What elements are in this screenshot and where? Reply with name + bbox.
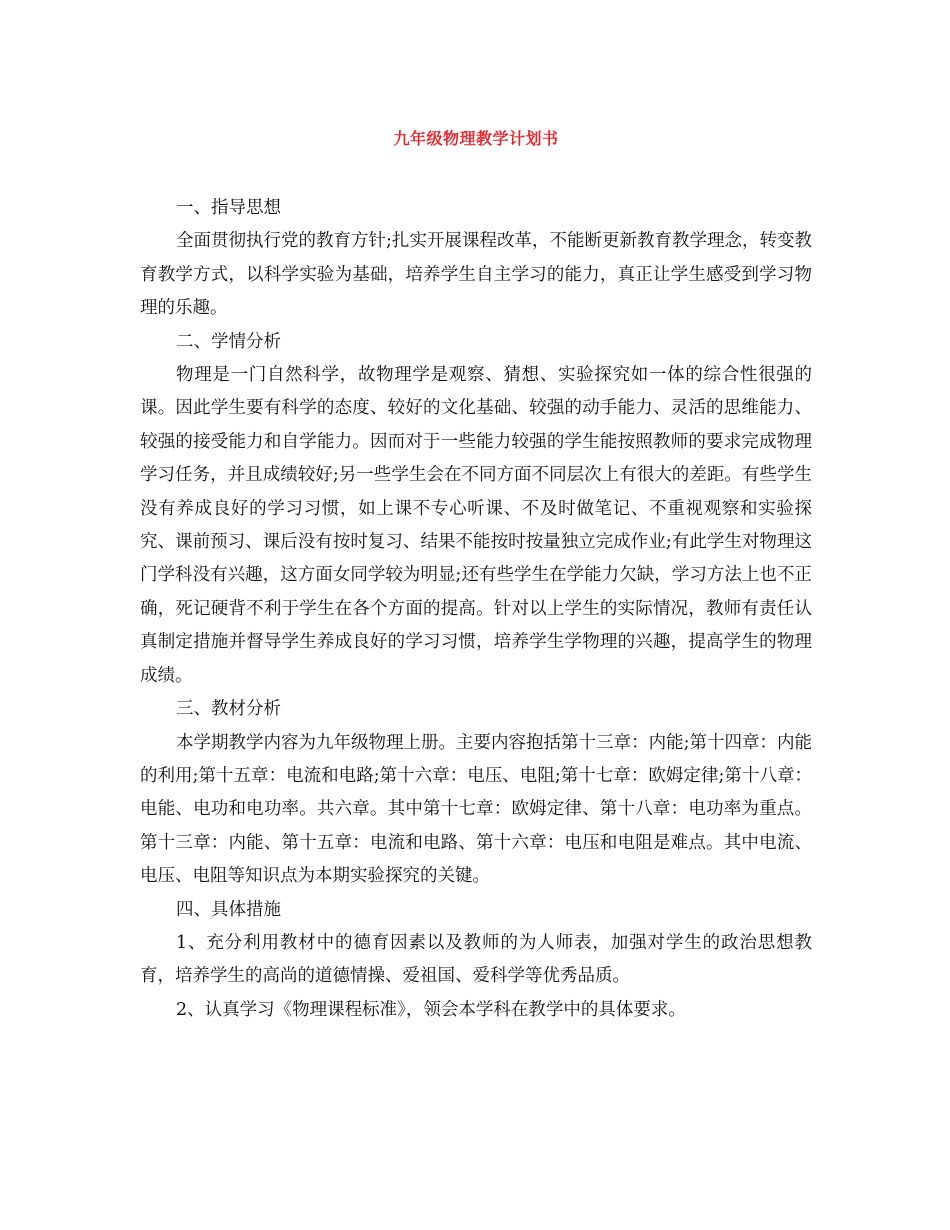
paragraph-measure-1: 1、充分利用教材中的德育因素以及教师的为人师表，加强对学生的政治思想教育，培养学生的高尚的道德情操、爱祖国、爱科学等优秀品质。 (140, 932, 812, 987)
paragraph-student-analysis: 物理是一门自然科学，故物理学是观察、猜想、实验探究如一体的综合性很强的课。因此学生要有科学的态度、较好的文化基础、较强的动手能力、灵活的思维能力、较强的接受能力和自学能力。因而对于一些能力较强的学生能按照教师的要求完成物理学习任务，并且成绩较好;另一些学生会在不同方面不同层次上有很大的差距。有些学生没有养成良好的学习习惯，如上课不专心听课、不及时做笔记、不重视观察和实验探究、课前预习、课后没有按时复习、结果不能按时按量独立完成作业;有此学生对物理这门学科没有兴趣，这方面女同学较为明显;还有些学生在学能力欠缺，学习方法上也不正确，死记硬背不利于学生在各个方面的提高。针对以上学生的实际情况，教师有责任认真制定措施并督导学生养成良好的学习习惯，培养学生学物理的兴趣，提高学生的物理成绩。 (140, 365, 812, 686)
document-page (140, 0, 812, 1230)
heading-guiding-ideology: 一、指导思想 (176, 198, 281, 218)
document-body (140, 192, 812, 1027)
heading-textbook-analysis: 三、教材分析 (176, 699, 281, 720)
paragraph-guiding-ideology: 全面贯彻执行党的教育方针;扎实开展课程改革，不能断更新教育教学理念，转变教育教学方式，以科学实验为基础，培养学生自主学习的能力，真正让学生感受到学习物理的乐趣。 (140, 231, 812, 319)
heading-student-analysis: 二、学情分析 (176, 331, 281, 352)
paragraph-textbook-analysis: 本学期教学内容为九年级物理上册。主要内容抱括第十三章：内能;第十四章：内能的利用;第十五章：电流和电路;第十六章：电压、电阻;第十七章：欧姆定律;第十八章：电能、电功和电功率。共六章。其中第十七章：欧姆定律、第十八章：电功率为重点。第十三章：内能、第十五章：电流和电路、第十六章：电压和电阻是难点。其中电流、电压、电阻等知识点为本期实验探究的关键。 (140, 732, 812, 887)
document-title: 九年级物理教学计划书 (393, 129, 559, 148)
heading-specific-measures: 四、具体措施 (176, 899, 281, 920)
paragraph-measure-2: 2、认真学习《物理课程标准》，领会本学科在教学中的具体要求。 (176, 999, 686, 1020)
